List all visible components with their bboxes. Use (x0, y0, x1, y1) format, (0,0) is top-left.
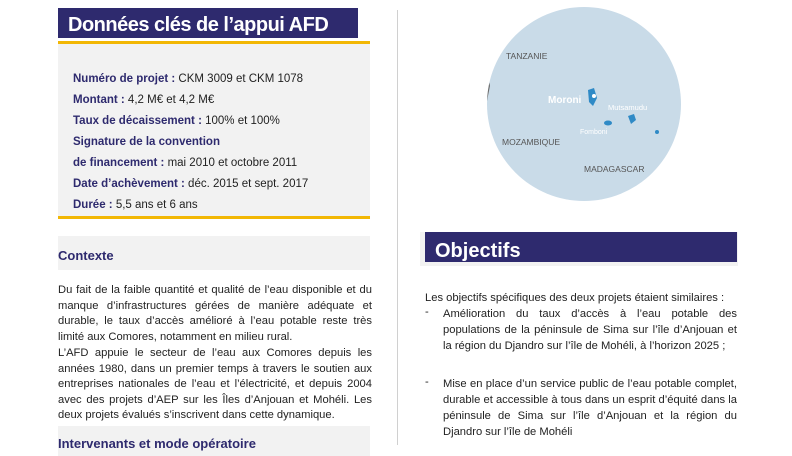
label-fomboni: Fomboni (580, 129, 608, 136)
key-data-row: Numéro de projet : CKM 3009 et CKM 1078 (73, 73, 304, 85)
label-madagascar: MADAGASCAR (584, 164, 645, 174)
label-tanzanie: TANZANIE (506, 51, 548, 61)
key-data-row: Taux de décaissement : 100% et 100% (73, 115, 280, 127)
column-divider (397, 10, 398, 445)
bullet-dash: - (425, 306, 429, 318)
key-data-row: Date d’achèvement : déc. 2015 et sept. 2017 (73, 178, 309, 190)
intervenants-heading: Intervenants et mode opératoire (58, 436, 256, 451)
context-heading: Contexte (58, 248, 114, 263)
key-data-row: Durée : 5,5 ans et 6 ans (73, 199, 198, 211)
moheli-island (604, 121, 612, 126)
moroni-marker (592, 94, 596, 98)
context-paragraph-1: Du fait de la faible quantité et qualité de l’eau disponible et du manque d’infrastructures gérées de manière adéquate et durable, le taux d’accès amélioré à l’eau potable reste très limité aux Comores, notamment en milieu rural. (58, 284, 372, 343)
key-data-panel (58, 44, 370, 219)
key-data-title: Données clés de l’appui AFD (58, 8, 358, 38)
context-paragraph-2: L’AFD appuie le secteur de l’eau aux Comores depuis les années 1980, dans un premier temps à travers le soutien aux entreprises nationales de l’eau et l’électricité, et depuis 2004 avec des projets d’AEP sur les Îles d’Anjouan et Mohéli. Les deux projets évalués s’inscrivent dans cette dynamique. (58, 347, 372, 421)
comoros-map (470, 6, 698, 202)
label-mozambique: MOZAMBIQUE (502, 137, 561, 147)
objective-bullet-1: Amélioration du taux d’accès à l’eau potable des populations de la péninsule de Sima sur l’île d’Anjouan et la région du Djandro sur l’île de Mohéli, à l’horizon 2025 ; (443, 308, 737, 352)
key-data-row: Montant : 4,2 M€ et 4,2 M€ (73, 94, 215, 106)
bullet-dash: - (425, 376, 429, 388)
label-mutsamudu: Mutsamudu (608, 103, 648, 112)
objectives-intro: Les objectifs spécifiques des deux projets étaient similaires : (425, 292, 725, 304)
mayotte-island (655, 130, 659, 134)
key-data-row: de financement : mai 2010 et octobre 2011 (73, 157, 298, 169)
objective-bullet-2: Mise en place d’un service public de l’eau potable complet, durable et accessible à tous dans un esprit d’équité dans la péninsule de Sima sur l’île d’Anjouan et la région du Djandro sur l’île de Mohéli (443, 378, 737, 438)
label-moroni: Moroni (548, 95, 582, 106)
objectives-title: Objectifs (425, 232, 737, 262)
key-data-row: Signature de la convention (73, 136, 220, 148)
